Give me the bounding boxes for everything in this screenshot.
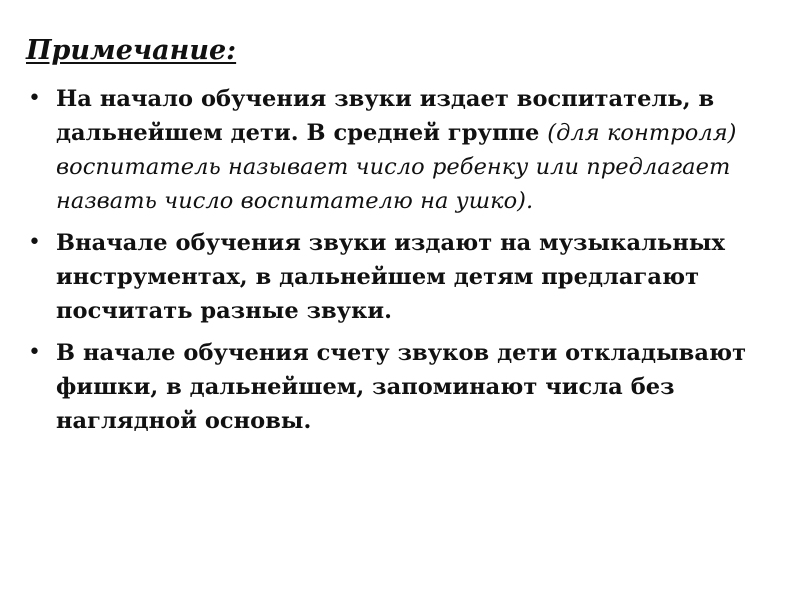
list-item	[26, 226, 770, 328]
list-item-bold-text: В начале обучения счету звуков дети откладывают фишки, в дальнейшем, запоминают числа без наглядной основы.	[56, 340, 747, 434]
bullet-list	[26, 82, 770, 438]
bullet-icon: •	[28, 230, 42, 255]
list-item-bold-text: На начало обучения звуки издает воспитатель, в дальнейшем дети. В средней группе	[56, 86, 715, 146]
list-item-italic-text: (для контроля) воспитатель называет число ребенку или предлагает назвать число воспитателю на ушко).	[56, 120, 737, 214]
list-item	[26, 336, 770, 438]
bullet-icon: •	[28, 340, 42, 365]
bullet-icon: •	[28, 86, 42, 111]
list-item-bold-text: Вначале обучения звуки издают на музыкальных инструментах, в дальнейшем детям предлагают посчитать разные звуки.	[56, 230, 725, 324]
note-title: Примечание:	[26, 35, 237, 66]
list-item	[26, 82, 770, 218]
